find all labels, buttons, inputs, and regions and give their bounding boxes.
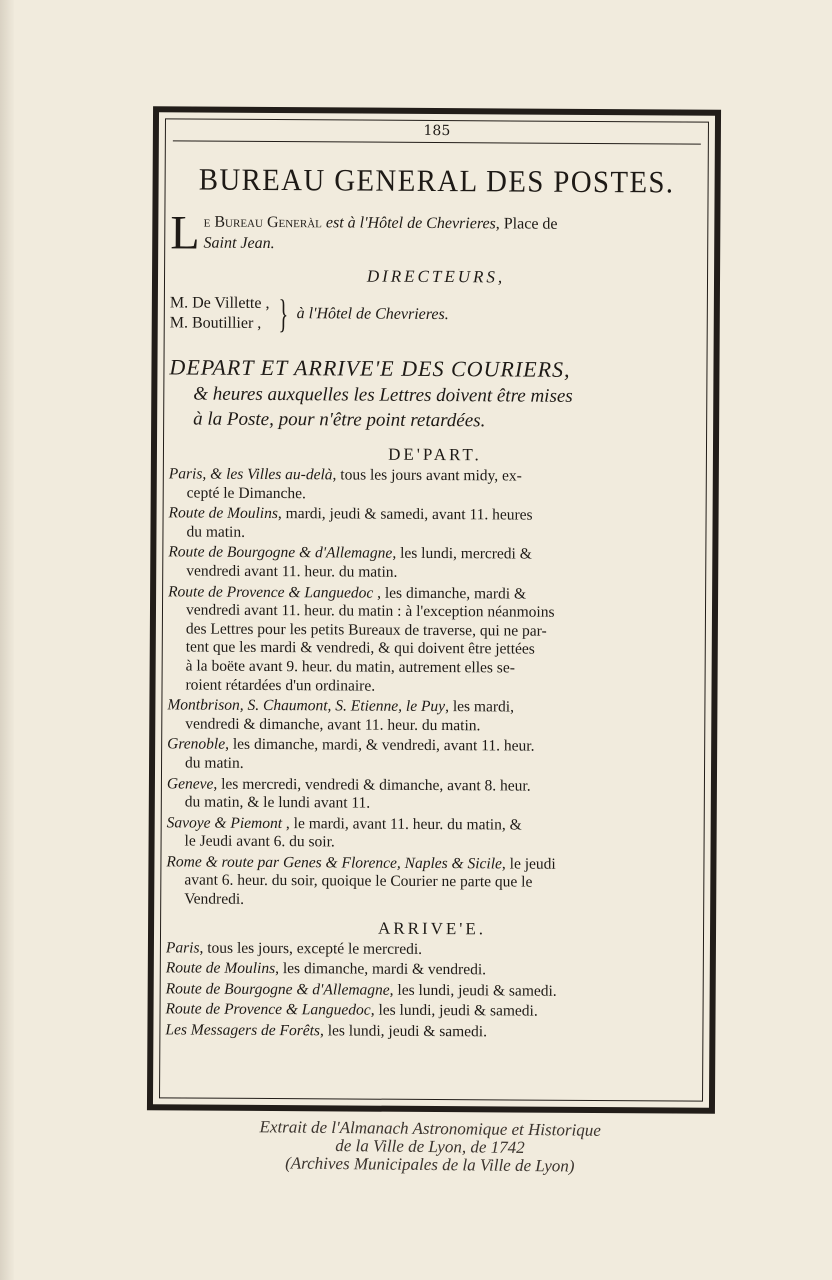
brace-mark: } [278, 291, 288, 337]
entry-text: , les lundi, jeudi & samedi. [370, 1002, 538, 1021]
arrive-entry [166, 939, 698, 961]
director-names [170, 293, 270, 334]
entry-text: , les lundi, jeudi & samedi. [319, 1022, 488, 1041]
entry-text: , le jeudi [501, 855, 556, 873]
intro-line2: Saint Jean. [203, 234, 275, 253]
entry-text: , les mercredi, vendredi & dimanche, avant 8. heur. [213, 775, 531, 795]
entry-route: Route de Moulins [165, 959, 276, 978]
caption-line: (Archives Municipales de la Ville de Lyon) [285, 1153, 575, 1176]
entry-route: Rome & route par Genes & Florence, Naples & Sicile [166, 853, 502, 873]
arrive-entry [165, 1001, 697, 1023]
entry-continuation: à la boëte avant 9. heur. du matin, autrement elles se- [185, 657, 515, 677]
caption-line: de la Ville de Lyon, de 1742 [335, 1136, 525, 1157]
entry-route: Geneve [166, 774, 214, 793]
entry-continuation: du matin. [186, 523, 246, 541]
entry-text: , les lundi, mercredi & [392, 545, 532, 563]
arrive-entry [166, 960, 698, 982]
entry-continuation: vendredi avant 11. heur. du matin. [186, 562, 398, 581]
entry-route: Route de Moulins [168, 504, 278, 523]
intro-paragraph [170, 206, 702, 260]
depart-entry [169, 465, 701, 505]
page-title: BUREAU GENERAL DES POSTES. [198, 161, 675, 200]
entry-route: Les Messagers de Forêts [165, 1021, 321, 1040]
entry-route: Paris, & les Villes au-delà [168, 465, 333, 484]
entry-text: , les dimanche, mardi, & vendredi, avant 11. heur. [225, 736, 535, 755]
director-place: à l'Hôtel de Chevrieres. [296, 305, 449, 324]
depart-entry [167, 775, 699, 815]
archive-caption [180, 1117, 681, 1176]
entry-continuation: avant 6. heur. du soir, quoique le Courier ne parte que le [184, 871, 533, 892]
entry-route: Route de Provence & Languedoc [168, 582, 374, 602]
depart-entry [167, 696, 699, 736]
depart-entry [167, 814, 699, 854]
entry-text: , mardi, jeudi & samedi, avant 11. heures [277, 505, 533, 524]
entry-route: Grenoble [167, 735, 226, 754]
arrive-entry [166, 980, 698, 1002]
entry-route: Paris [165, 939, 200, 957]
depart-entry [168, 505, 700, 545]
director-name: M. Boutillier , [169, 314, 262, 332]
departure-subheading: & heures auxquelles les Lettres doivent être mises [193, 383, 573, 407]
entry-continuation: du matin. [185, 754, 244, 772]
arrive-entries [165, 939, 698, 1043]
depart-entry [167, 583, 700, 698]
depart-entry [167, 736, 699, 776]
entry-continuation: du matin, & le lundi avant 11. [184, 793, 371, 812]
departure-subheading: à la Poste, pour n'être point retardées. [193, 408, 486, 432]
entry-continuation: des Lettres pour les petits Bureaux de traverse, qui ne par- [185, 620, 547, 640]
intro-tail: , Place de [495, 215, 558, 233]
arrive-heading: ARRIVE'E. [377, 918, 487, 938]
entry-continuation: roient rétardées d'un ordinaire. [185, 676, 376, 695]
entry-continuation: vendredi & dimanche, avant 11. heur. du matin. [185, 715, 481, 735]
intro-lead: e Bureau Generàl [203, 213, 322, 232]
printed-page-frame [147, 106, 721, 1113]
entry-continuation: cepté le Dimanche. [186, 484, 306, 502]
caption-line: Extrait de l'Almanach Astronomique et Historique [259, 1117, 601, 1140]
entry-text: , les dimanche, mardi & [373, 584, 527, 603]
arrive-entry [165, 1021, 697, 1043]
entry-text: , les mardi, [445, 698, 515, 716]
entry-text: , les dimanche, mardi & vendredi. [275, 960, 487, 979]
depart-heading: DE'PART. [388, 444, 482, 465]
entry-route: Route de Bourgogne & d'Allemagne [165, 980, 390, 999]
entry-continuation: Vendredi. [184, 890, 245, 908]
director-name: M. De Villette , [169, 294, 270, 312]
depart-entries [166, 465, 701, 912]
entry-text: , tous les jours avant midy, ex- [332, 466, 522, 485]
entry-route: Route de Provence & Languedoc [165, 1000, 371, 1020]
page-content [165, 118, 703, 1101]
drop-cap: L [170, 206, 200, 260]
depart-entry [168, 544, 700, 584]
entry-text: , le mardi, avant 11. heur. du matin, & [282, 814, 522, 834]
page-edge [0, 0, 14, 1280]
directors-heading: DIRECTEURS, [366, 266, 506, 287]
entry-route: Montbrison, S. Chaumont, S. Etienne, le Puy [167, 696, 446, 716]
entry-continuation: le Jeudi avant 6. du soir. [184, 832, 335, 851]
entry-continuation: tent que les mardi & vendredi, & qui doivent être jettées [185, 638, 535, 658]
page-number: 185 [173, 118, 701, 144]
depart-entry [166, 853, 698, 912]
entry-text: , tous les jours, excepté le mercredi. [199, 939, 423, 958]
intro-text: est à l'Hôtel de Chevrieres [325, 214, 496, 233]
departure-arrival-heading: DEPART ET ARRIVE'E DES COURIERS, [169, 354, 571, 382]
entry-route: Savoye & Piemont [166, 814, 283, 832]
entry-text: , les lundi, jeudi & samedi. [389, 981, 557, 1000]
entry-route: Route de Bourgogne & d'Allemagne [168, 543, 393, 563]
entry-continuation: vendredi avant 11. heur. du matin : à l'exception néanmoins [185, 601, 555, 621]
directors-block [170, 293, 702, 336]
